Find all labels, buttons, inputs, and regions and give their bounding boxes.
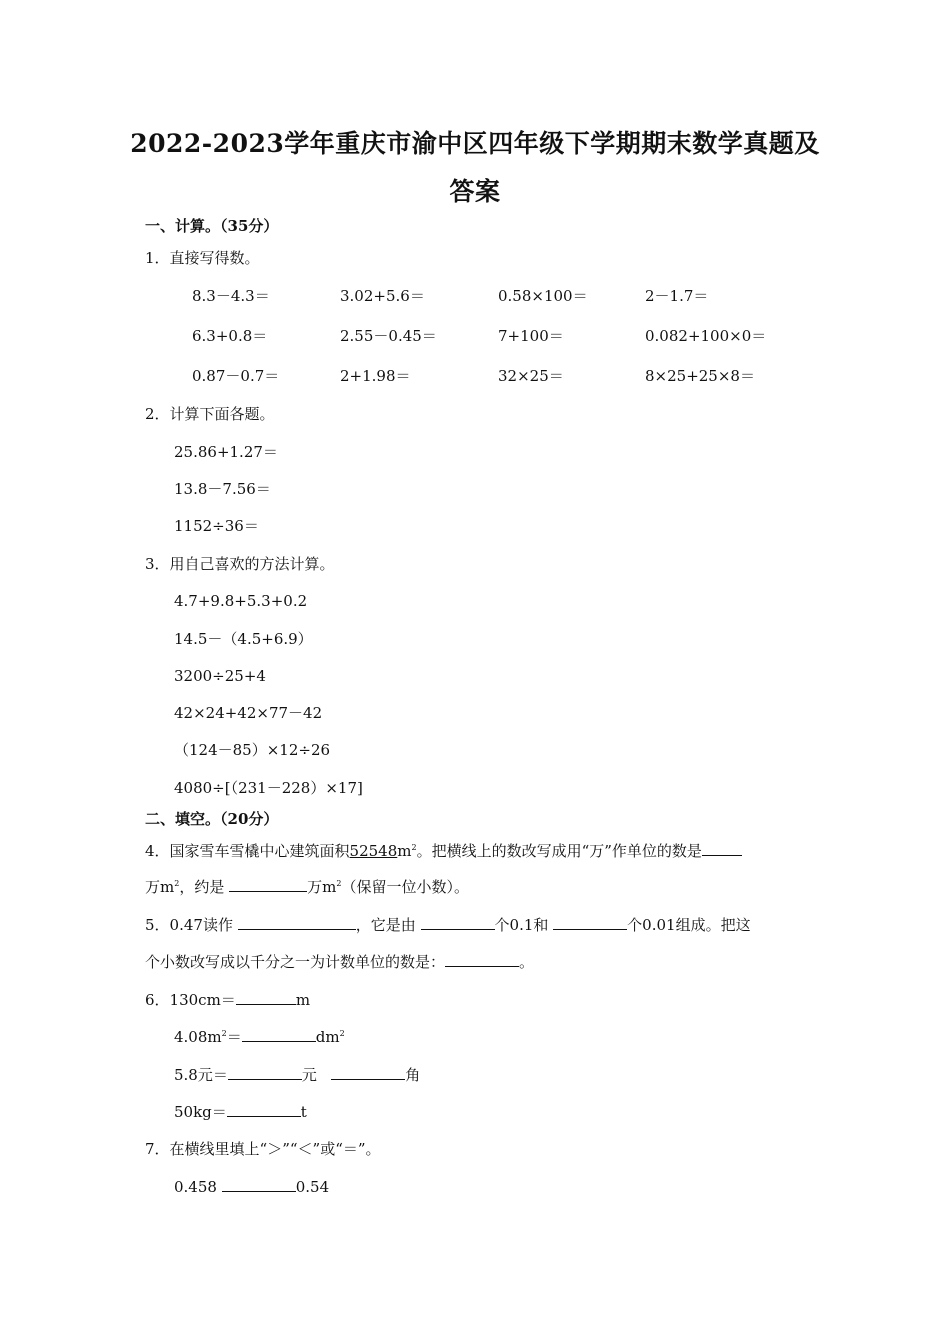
q3-item-1: 4.7+9.8+5.3+0.2 <box>174 592 308 610</box>
question-6-line-1 <box>145 989 310 1011</box>
q6-text-c2: 元 <box>301 1066 317 1084</box>
q7-item-a: 0.458 <box>174 1178 217 1196</box>
question-6-line-3 <box>174 1064 420 1086</box>
q5-blank-4[interactable] <box>445 951 519 967</box>
q4-blank-1[interactable] <box>702 840 742 856</box>
q6-blank-5[interactable] <box>227 1101 301 1117</box>
q4-area-number: 52548 <box>349 842 398 860</box>
q5-blank-2[interactable] <box>421 914 495 930</box>
q6-text-b3: dm <box>315 1028 340 1046</box>
q6-text-a2: m <box>295 991 311 1009</box>
question-6-line-4 <box>174 1101 307 1123</box>
q6-sq-2: 2 <box>339 1029 345 1038</box>
document-title-line-1: 2022-2023学年重庆市渝中区四年级下学期期末数学真题及 <box>130 129 820 158</box>
question-6-line-2 <box>174 1026 345 1048</box>
q1-r3-c2: 2+1.98＝ <box>340 367 411 385</box>
q6-blank-2[interactable] <box>242 1026 316 1042</box>
q5-text-e: 个小数改写成以千分之一为计数单位的数是： <box>145 953 446 971</box>
q4-unit-sq: 2 <box>411 843 417 852</box>
question-7-label: 7．在横线里填上“＞”“＜”或“＝”。 <box>145 1140 381 1158</box>
q1-r2-c3: 7+100＝ <box>498 327 564 345</box>
q4-text-c: 万m <box>145 878 175 896</box>
q1-r1-c4: 2－1.7＝ <box>645 287 709 305</box>
q2-item-1: 25.86+1.27＝ <box>174 443 278 461</box>
q6-blank-4[interactable] <box>331 1064 405 1080</box>
q4-text-e: 万m <box>307 878 337 896</box>
q4-unit-sq-3: 2 <box>336 879 342 888</box>
q6-text-c1: 5.8元＝ <box>174 1066 228 1084</box>
q4-blank-2[interactable] <box>229 876 307 892</box>
q6-text-c3: 角 <box>405 1066 421 1084</box>
q5-text-b: ，它是由 <box>355 916 416 934</box>
q6-blank-1[interactable] <box>236 989 296 1005</box>
q5-blank-3[interactable] <box>553 914 627 930</box>
q2-item-3: 1152÷36＝ <box>174 517 259 535</box>
q4-text-a: 4．国家雪车雪橇中心建筑面积 <box>145 842 350 860</box>
q6-text-a1: 6．130cm＝ <box>145 991 236 1009</box>
q5-text-f: 。 <box>519 953 535 971</box>
q1-r1-c2: 3.02+5.6＝ <box>340 287 425 305</box>
question-5-line-2 <box>145 951 534 973</box>
q1-r2-c4: 0.082+100×0＝ <box>645 327 767 345</box>
q6-text-b1: 4.08m <box>174 1028 222 1046</box>
question-1-label: 1．直接写得数。 <box>145 249 260 267</box>
question-4-line-1 <box>145 840 742 862</box>
q1-r2-c2: 2.55－0.45＝ <box>340 327 437 345</box>
q1-r1-c3: 0.58×100＝ <box>498 287 588 305</box>
q6-text-b2: ＝ <box>226 1028 242 1046</box>
q3-item-6: 4080÷[（231－228）×17] <box>174 779 363 797</box>
q4-text-f: （保留一位小数）。 <box>341 878 469 896</box>
q7-blank-1[interactable] <box>222 1176 296 1192</box>
question-3-label: 3．用自己喜欢的方法计算。 <box>145 555 335 573</box>
question-7-item-1 <box>174 1176 329 1198</box>
q3-item-2: 14.5－（4.5+6.9） <box>174 630 313 648</box>
q1-r1-c1: 8.3－4.3＝ <box>192 287 270 305</box>
document-title-line-2: 答案 <box>449 177 501 206</box>
q2-item-2: 13.8－7.56＝ <box>174 480 271 498</box>
q4-text-b: 。把横线上的数改写成用“万”作单位的数是 <box>416 842 702 860</box>
q7-item-b: 0.54 <box>295 1178 330 1196</box>
q6-sq-1: 2 <box>221 1029 227 1038</box>
section-heading-calculation: 一、计算。（35分） <box>145 217 279 235</box>
q1-r3-c1: 0.87－0.7＝ <box>192 367 280 385</box>
q4-unit-sq-2: 2 <box>174 879 180 888</box>
q5-text-c: 个0.1和 <box>494 916 549 934</box>
q1-r3-c3: 32×25＝ <box>498 367 564 385</box>
q4-unit: m <box>397 842 412 860</box>
q6-blank-3[interactable] <box>228 1064 302 1080</box>
q3-item-3: 3200÷25+4 <box>174 667 266 685</box>
q3-item-5: （124－85）×12÷26 <box>174 741 331 759</box>
question-4-line-2 <box>145 876 469 898</box>
q6-text-d1: 50kg＝ <box>174 1103 227 1121</box>
section-heading-fill-in: 二、填空。（20分） <box>145 810 279 828</box>
question-5-line-1 <box>145 914 751 936</box>
q5-blank-1[interactable] <box>238 914 356 930</box>
q4-text-d: ，约是 <box>179 878 225 896</box>
q6-text-d2: t <box>300 1103 307 1121</box>
q1-r3-c4: 8×25+25×8＝ <box>645 367 755 385</box>
question-2-label: 2．计算下面各题。 <box>145 405 275 423</box>
q5-text-d: 个0.01组成。把这 <box>627 916 751 934</box>
q1-r2-c1: 6.3+0.8＝ <box>192 327 268 345</box>
q3-item-4: 42×24+42×77－42 <box>174 704 323 722</box>
q5-text-a: 5．0.47读作 <box>145 916 233 934</box>
